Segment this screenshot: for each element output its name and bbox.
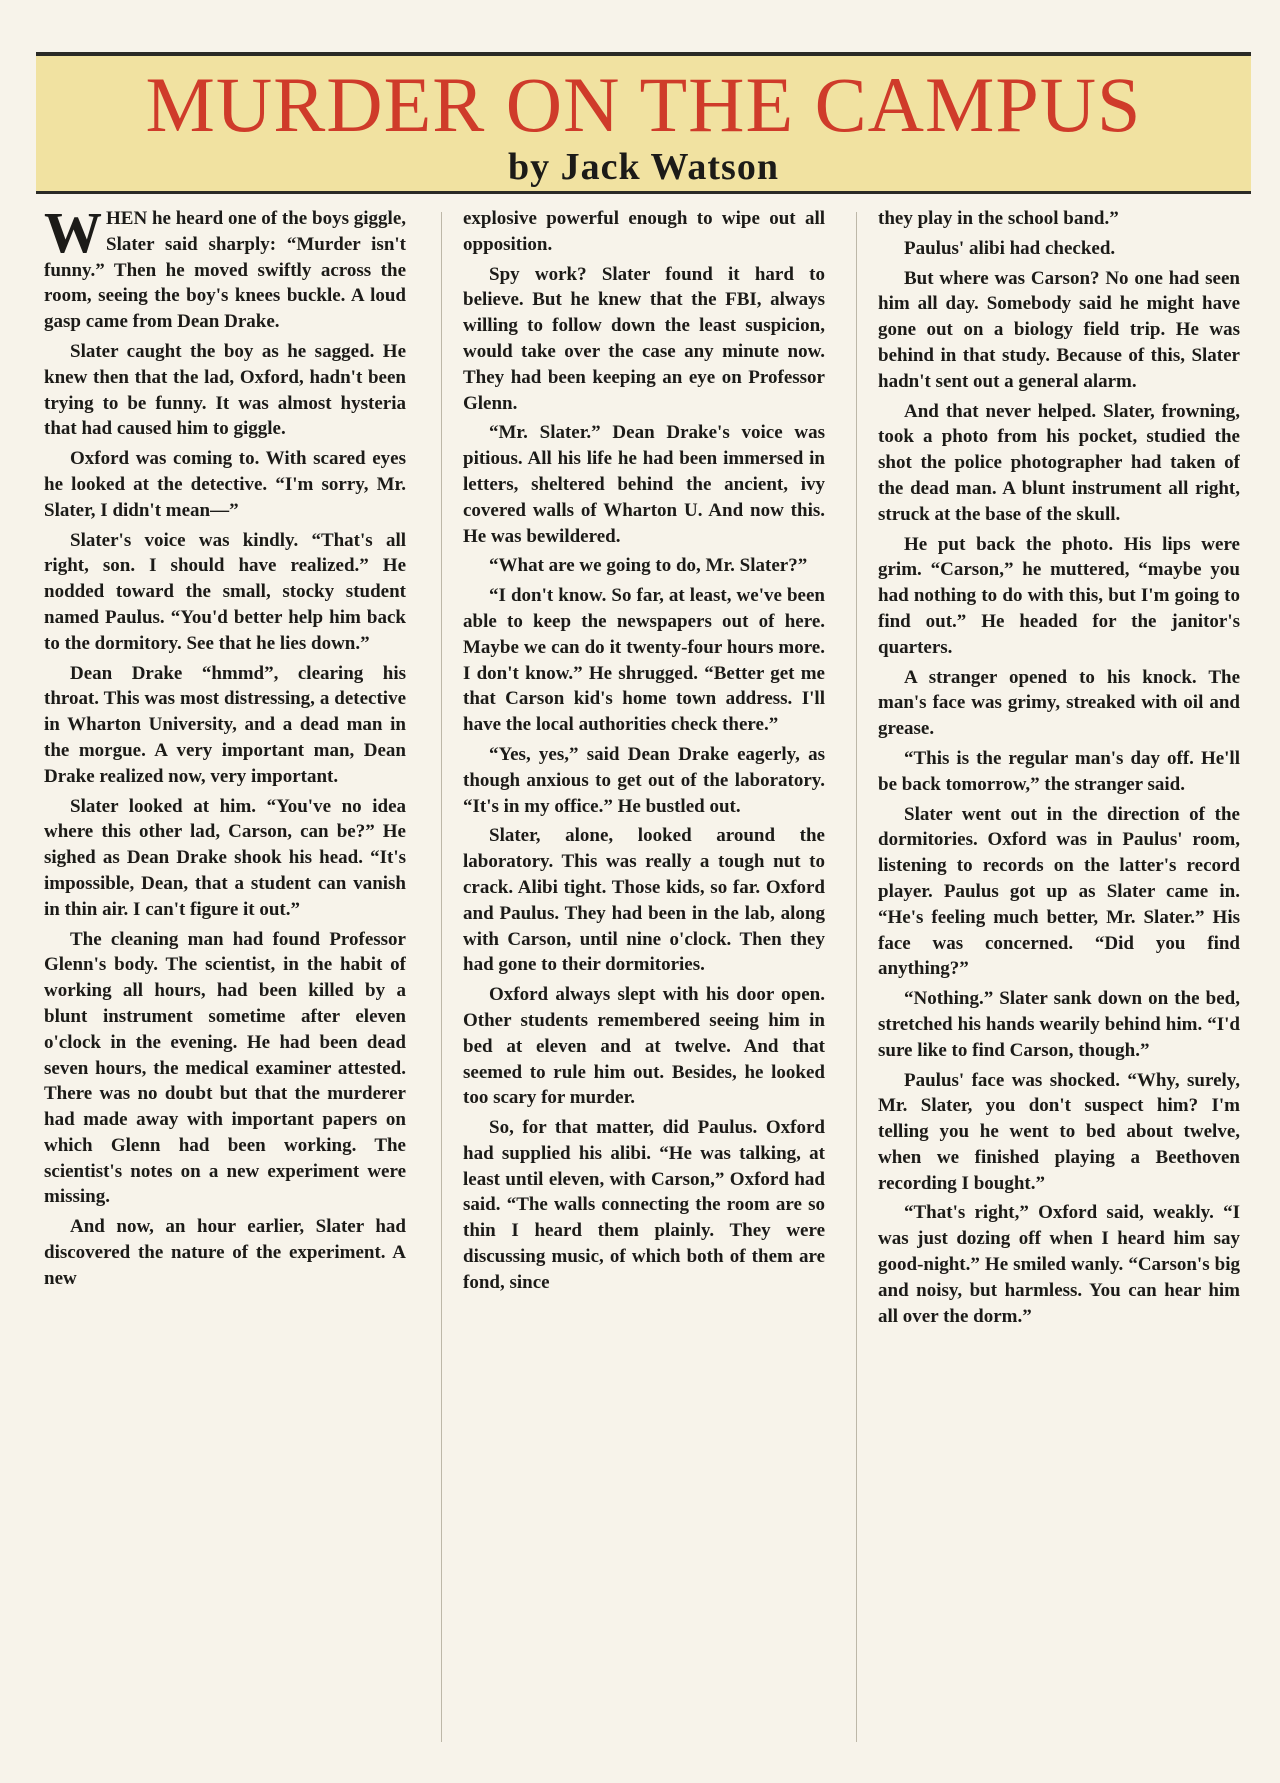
paragraph: “Mr. Slater.” Dean Drake's voice was pitious. All his life he had been immersed in letters, sheltered behind the ancient, ivy covered walls of Wharton U. And now this. He was bewildered. bbox=[463, 422, 825, 547]
paragraph: Spy work? Slater found it hard to believe. But he knew that the FBI, always willing to follow down the least suspicion, would take over the case any minute now. They had been keeping an eye on Professor Glenn. bbox=[463, 263, 825, 414]
byline: by Jack Watson bbox=[508, 146, 779, 188]
paragraph: Dean Drake “hmmd”, clearing his throat. This was most distressing, a detective in Wharton University, and a dead man in the morgue. A very important man, Dean Drake realized now, very important. bbox=[44, 662, 406, 787]
text-column-1 bbox=[44, 206, 406, 1756]
text-column-2 bbox=[463, 206, 825, 1756]
paragraph: explosive powerful enough to wipe out all opposition. bbox=[463, 208, 825, 255]
paragraph: Oxford always slept with his door open. Other students remembered seeing him in bed at eleven and at twelve. And that seemed to rule him out. Besides, he looked too scary for murder. bbox=[463, 984, 825, 1109]
paragraph: Paulus' alibi had checked. bbox=[904, 237, 1116, 259]
paragraph: WHEN he heard one of the boys giggle, Slater said sharply: “Murder isn't funny.” Then he moved swiftly across the room, seeing the boy's knees buckle. A loud gasp came from Dean Drake. bbox=[44, 206, 406, 333]
drop-cap: W bbox=[44, 206, 102, 265]
story-body bbox=[36, 206, 1251, 1756]
paragraph: Slater caught the boy as he sagged. He knew then that the lad, Oxford, hadn't been trying to be funny. It was almost hysteria that had caused him to giggle. bbox=[44, 340, 406, 440]
paragraph: He put back the photo. His lips were grim. “Carson,” he muttered, “maybe you had nothing to do with this, but I'm going to find out.” He headed for the janitor's quarters. bbox=[878, 533, 1240, 658]
paragraph: “What are we going to do, Mr. Slater?” bbox=[489, 555, 808, 577]
magazine-page bbox=[36, 52, 1251, 1767]
paragraph: Oxford was coming to. With scared eyes he looked at the detective. “I'm sorry, Mr. Slater, I didn't mean—” bbox=[44, 448, 406, 521]
paragraph: “This is the regular man's day off. He'll be back tomorrow,” the stranger said. bbox=[878, 747, 1240, 795]
text-column-3 bbox=[878, 206, 1240, 1756]
paragraph: they play in the school band.” bbox=[878, 208, 1119, 229]
paragraph: “Nothing.” Slater sank down on the bed, stretched his hands wearily behind him. “I'd sure like to find Carson, though.” bbox=[878, 988, 1240, 1061]
paragraph: But where was Carson? No one had seen him all day. Somebody said he might have gone out on a biology field trip. He was behind in that study. Because of this, Slater hadn't sent out a general alarm. bbox=[878, 267, 1240, 392]
paragraph: Slater went out in the direction of the dormitories. Oxford was in Paulus' room, listening to records on the latter's record player. Paulus got up as Slater came in. “He's feeling much better, Mr. Slater.” His face was concerned. “Did you find anything?” bbox=[878, 803, 1240, 980]
paragraph: And that never helped. Slater, frowning, took a photo from his pocket, studied the shot the police photographer had taken of the dead man. A blunt instrument all right, struck at the base of the skull. bbox=[878, 400, 1240, 525]
paragraph: So, for that matter, did Paulus. Oxford had supplied his alibi. “He was talking, at least until eleven, with Carson,” Oxford had said. “The walls connecting the room are so thin I heard them plainly. They were discussing music, of which both of them are fond, since bbox=[463, 1117, 825, 1293]
column-divider bbox=[856, 212, 857, 1742]
story-header bbox=[36, 52, 1251, 194]
column-divider bbox=[441, 212, 442, 1742]
paragraph: Slater looked at him. “You've no idea where this other lad, Carson, can be?” He sighed as Dean Drake shook his head. “It's impossible, Dean, that a student can vanish in thin air. I can't figure it out.” bbox=[44, 795, 406, 920]
paragraph: “Yes, yes,” said Dean Drake eagerly, as though anxious to get out of the laboratory. “It's in my office.” He bustled out. bbox=[463, 743, 825, 817]
paragraph: Slater's voice was kindly. “That's all right, son. I should have realized.” He nodded toward the small, stocky student named Paulus. “You'd better help him back to the dormitory. See that he lies down.” bbox=[44, 529, 406, 654]
paragraph: “That's right,” Oxford said, weakly. “I was just dozing off when I heard him say good-night.” He smiled wanly. “Carson's big and noisy, but harmless. You can hear him all over the dorm.” bbox=[878, 1202, 1240, 1327]
story-title: MURDER ON THE CAMPUS bbox=[145, 61, 1142, 148]
paragraph: And now, an hour earlier, Slater had discovered the nature of the experiment. A new bbox=[44, 1216, 406, 1289]
paragraph: The cleaning man had found Professor Glenn's body. The scientist, in the habit of working all hours, had been killed by a blunt instrument sometime after eleven o'clock in the evening. He had been dead seven hours, the medical examiner attested. There was no doubt but that the murderer had made away with important papers on which Glenn had been working. The scientist's notes on a new experiment were missing. bbox=[44, 928, 406, 1208]
paragraph: Paulus' face was shocked. “Why, surely, Mr. Slater, you don't suspect him? I'm telling you he went to bed about twelve, when we finished playing a Beethoven recording I bought.” bbox=[878, 1069, 1240, 1194]
paragraph: “I don't know. So far, at least, we've been able to keep the newspapers out of here. Maybe we can do it twenty-four hours more. I don't know.” He shrugged. “Better get me that Carson kid's home town address. I'll have the local authorities check there.” bbox=[463, 585, 825, 736]
paragraph: Slater, alone, looked around the laboratory. This was really a tough nut to crack. Alibi tight. Those kids, so far. Oxford and Paulus. They had been in the lab, along with Carson, until nine o'clock. Then they had gone to their dormitories. bbox=[463, 825, 825, 976]
paragraph: A stranger opened to his knock. The man's face was grimy, streaked with oil and grease. bbox=[878, 666, 1240, 740]
